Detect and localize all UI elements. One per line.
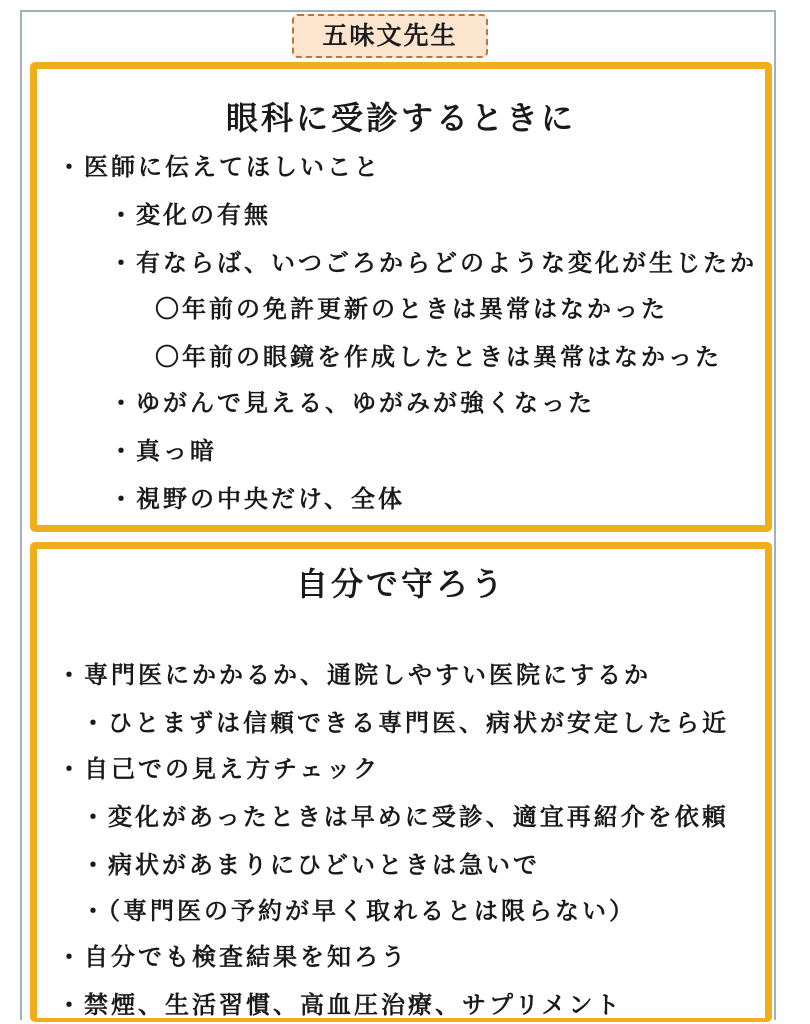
list-item: ・視野の中央だけ、全体 <box>109 485 406 513</box>
list-item: ・専門医にかかるか、通院しやすい医院にするか <box>57 661 651 689</box>
list-item: ・医師に伝えてほしいこと <box>57 153 381 181</box>
section-self-protection <box>30 542 772 1022</box>
list-item: ・変化の有無 <box>109 201 271 229</box>
list-item: ・（専門医の予約が早く取れるとは限らない） <box>81 897 636 925</box>
list-item: ・真っ暗 <box>109 437 217 465</box>
section-title: 眼科に受診するときに <box>225 99 576 137</box>
list-item: 〇年前の眼鏡を作成したときは異常はなかった <box>155 343 722 371</box>
list-item: ・自分でも検査結果を知ろう <box>57 943 408 971</box>
section-ophthalmology-visit <box>30 62 772 532</box>
list-item: ・禁煙、生活習慣、高血圧治療、サプリメント <box>57 991 623 1019</box>
list-item: ・ひとまずは信頼できる専門医、病状が安定したら近 <box>81 709 729 737</box>
list-item: ・病状があまりにひどいときは急いで <box>81 851 540 879</box>
section-title: 自分で守ろう <box>295 565 506 603</box>
list-item: ・変化があったときは早めに受診、適宜再紹介を依頼 <box>81 803 729 831</box>
list-item: 〇年前の免許更新のときは異常はなかった <box>155 295 668 323</box>
list-item: ・有ならば、いつごろからどのような変化が生じたか <box>109 249 757 277</box>
author-label: 五味文先生 <box>292 14 488 58</box>
list-item: ・ゆがんで見える、ゆがみが強くなった <box>109 389 595 417</box>
list-item: ・自己での見え方チェック <box>57 755 381 783</box>
